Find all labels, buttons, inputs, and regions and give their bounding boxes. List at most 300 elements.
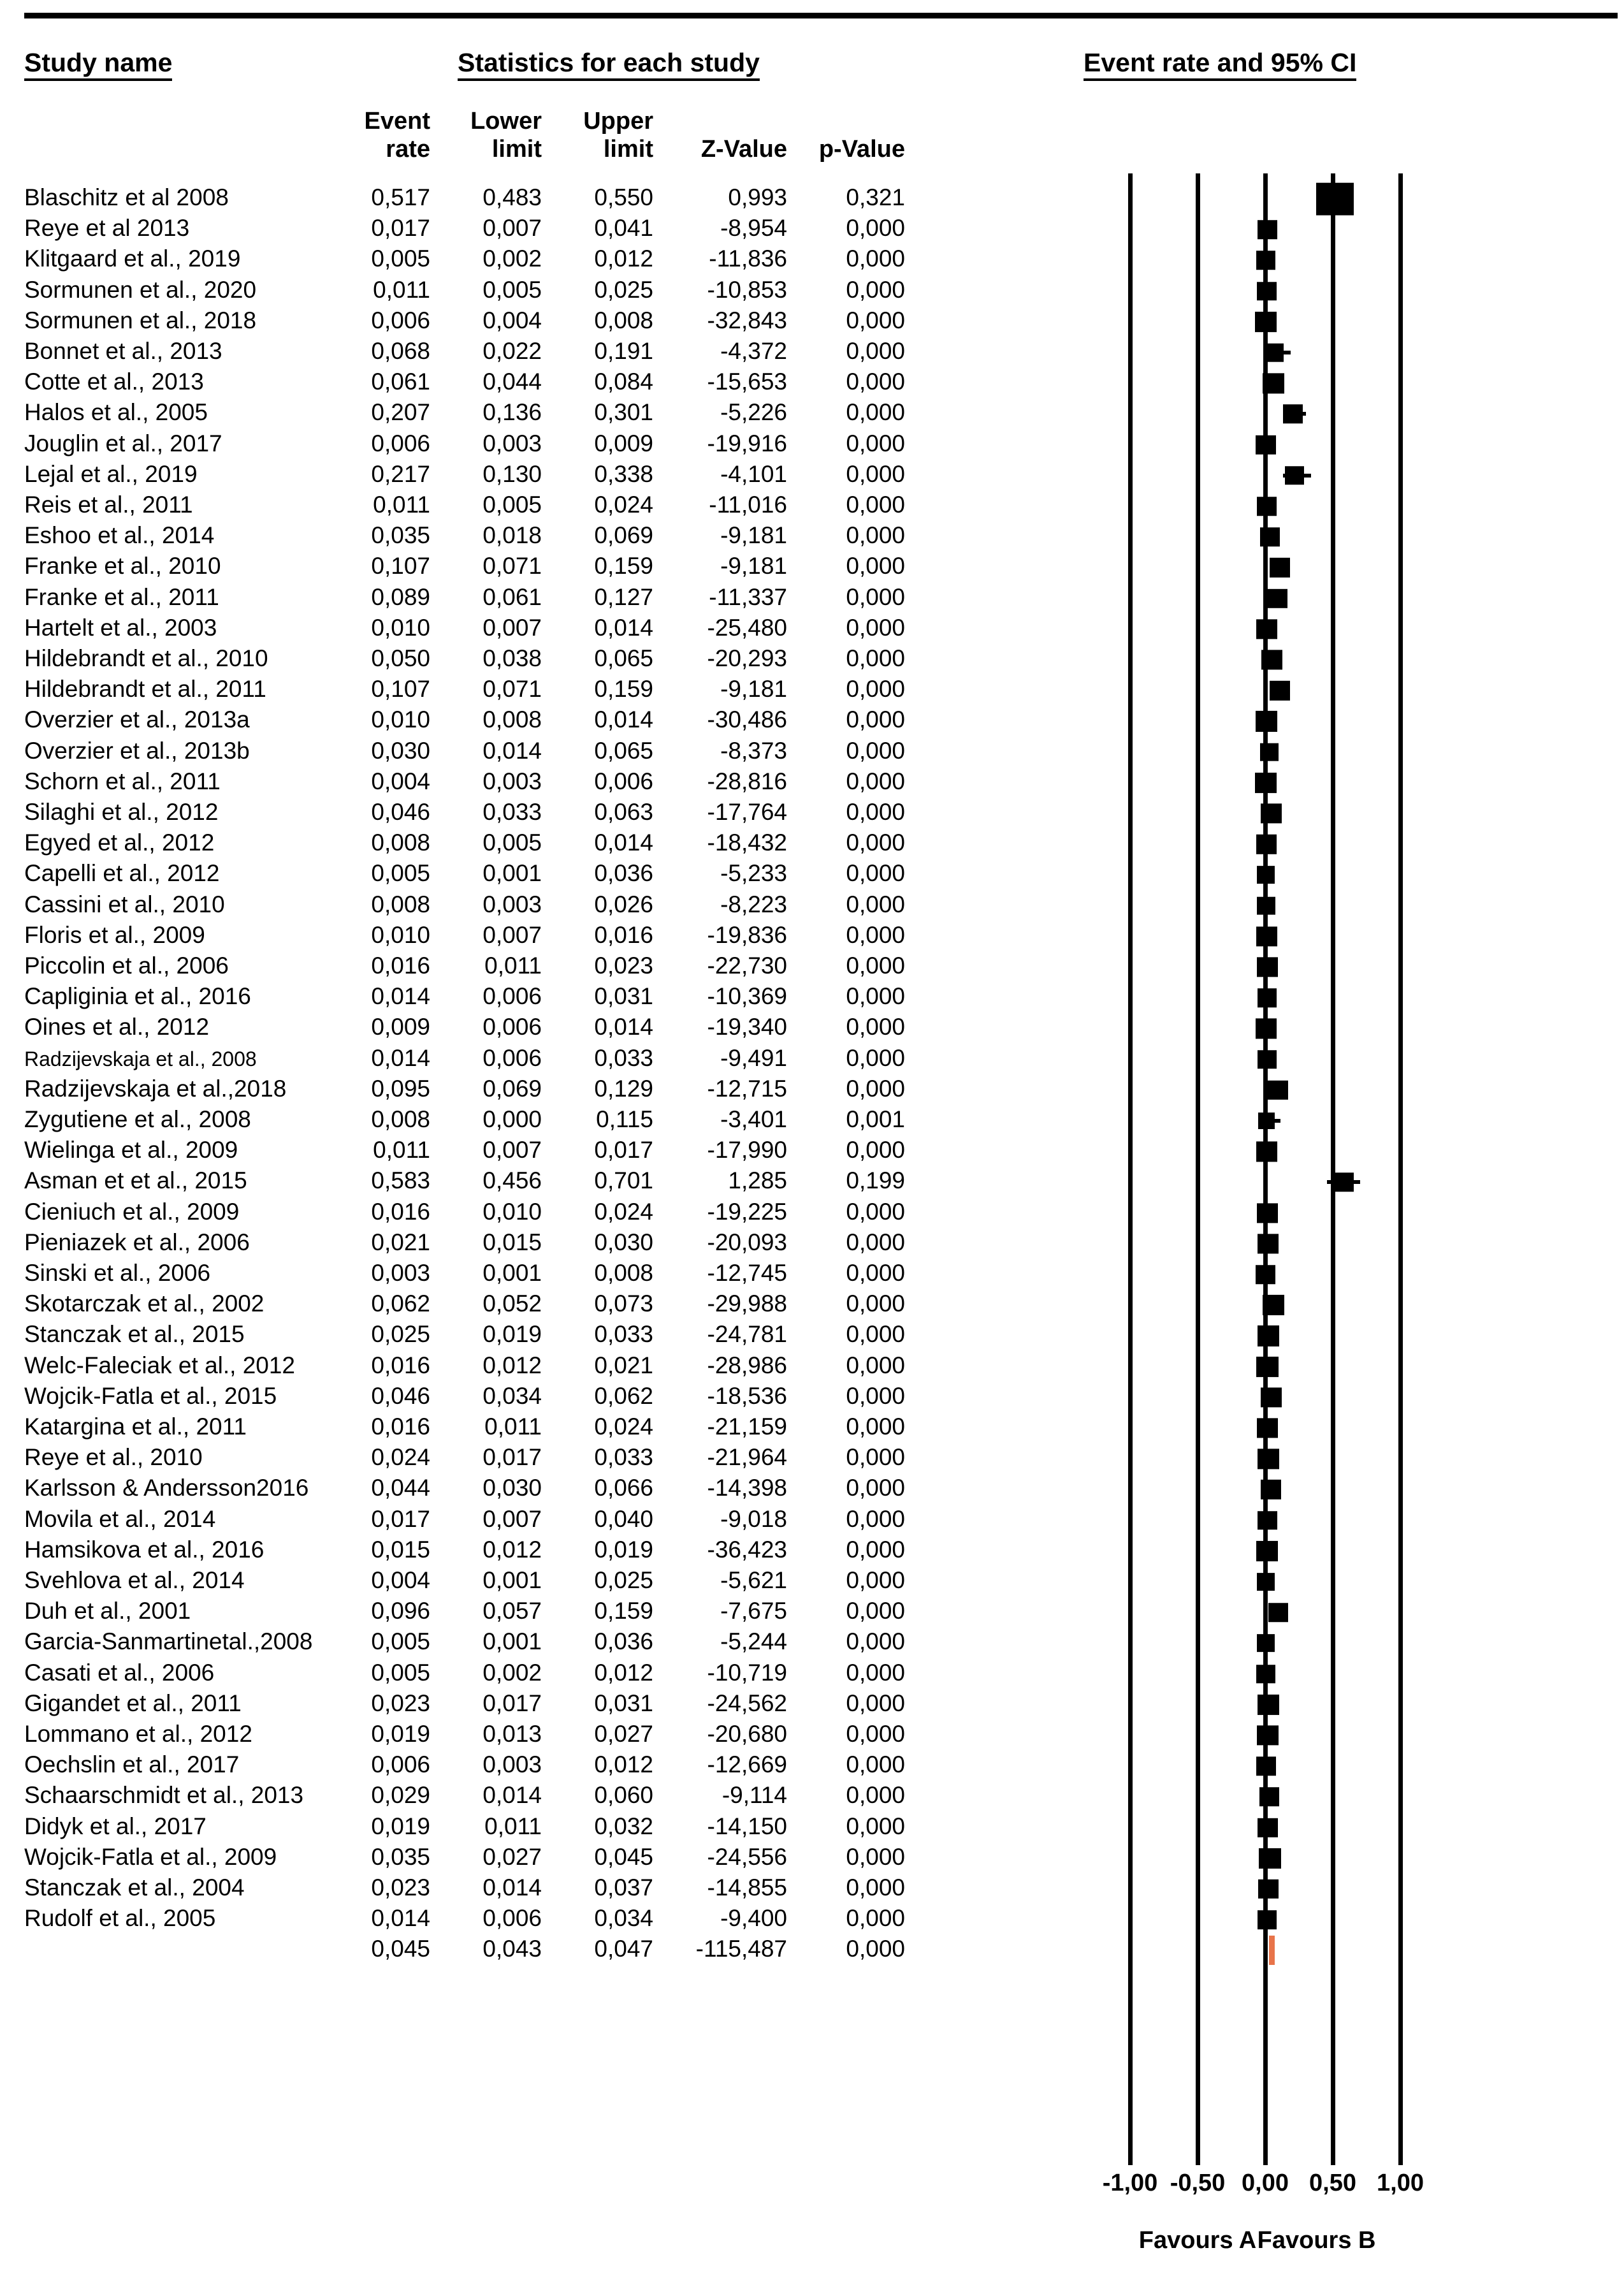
cell-p-value: 0,000 <box>846 1843 905 1870</box>
cell-lower-limit: 0,007 <box>482 614 542 641</box>
cell-lower-limit: 0,027 <box>482 1843 542 1870</box>
cell-upper-limit: 0,063 <box>594 799 653 825</box>
point-estimate-box <box>1256 1142 1277 1162</box>
study-marker-row <box>956 1136 1624 1167</box>
cell-lower-limit: 0,014 <box>482 737 542 764</box>
cell-study-name: Movila et al., 2014 <box>24 1505 216 1532</box>
cell-z-value: -11,836 <box>709 245 787 272</box>
point-estimate-box <box>1258 1695 1279 1715</box>
cell-z-value: -22,730 <box>707 953 787 979</box>
cell-event-rate: 0,046 <box>371 1382 430 1409</box>
table-row <box>0 1290 956 1320</box>
point-estimate-box <box>1261 650 1282 669</box>
study-marker-row <box>956 1075 1624 1106</box>
cell-study-name: Halos et al., 2005 <box>24 399 208 426</box>
study-marker-row <box>956 1474 1624 1505</box>
study-marker-row <box>956 276 1624 307</box>
cell-event-rate: 0,030 <box>371 737 430 764</box>
table-row <box>0 891 956 921</box>
cell-study-name: Sormunen et al., 2020 <box>24 276 257 303</box>
cell-p-value: 0,000 <box>846 399 905 426</box>
cell-lower-limit: 0,017 <box>482 1690 542 1716</box>
cell-study-name: Pieniazek et al., 2006 <box>24 1229 250 1255</box>
study-marker-row <box>956 1720 1624 1751</box>
study-marker-row <box>956 245 1624 275</box>
cell-lower-limit: 0,004 <box>482 307 542 333</box>
study-marker-row <box>956 982 1624 1013</box>
cell-event-rate: 0,217 <box>371 460 430 487</box>
cell-study-name: Katargina et al., 2011 <box>24 1413 247 1440</box>
point-estimate-box <box>1270 558 1290 577</box>
cell-p-value: 0,000 <box>846 1413 905 1440</box>
point-estimate-box <box>1256 1357 1278 1377</box>
cell-study-name: Skotarczak et al., 2002 <box>24 1290 265 1317</box>
point-estimate-box <box>1256 835 1277 854</box>
cell-z-value: -14,150 <box>707 1813 787 1839</box>
cell-p-value: 0,321 <box>846 184 905 210</box>
table-row <box>0 1659 956 1690</box>
point-estimate-box <box>1257 1418 1278 1438</box>
cell-lower-limit: 0,007 <box>482 1137 542 1164</box>
cell-p-value: 0,000 <box>846 245 905 272</box>
cell-p-value: 0,000 <box>846 1382 905 1409</box>
cell-event-rate: 0,062 <box>371 1290 430 1317</box>
cell-lower-limit: 0,006 <box>482 983 542 1010</box>
cell-event-rate: 0,005 <box>371 1659 430 1686</box>
cell-z-value: -9,114 <box>721 1782 787 1809</box>
point-estimate-box <box>1256 435 1276 454</box>
cell-p-value: 0,000 <box>846 1782 905 1809</box>
table-row <box>0 1075 956 1106</box>
cell-upper-limit: 0,065 <box>594 737 653 764</box>
cell-study-name: Oines et al., 2012 <box>24 1014 210 1040</box>
cell-z-value: -36,423 <box>707 1536 787 1563</box>
cell-lower-limit: 0,069 <box>482 1075 542 1102</box>
cell-upper-limit: 0,040 <box>594 1505 653 1532</box>
point-estimate-box <box>1256 1019 1277 1039</box>
cell-event-rate: 0,517 <box>371 184 430 210</box>
cell-p-value: 0,000 <box>846 1260 905 1286</box>
study-marker-row <box>956 768 1624 798</box>
cell-z-value: -9,018 <box>720 1505 787 1532</box>
study-marker-row <box>956 522 1624 552</box>
table-row <box>0 614 956 645</box>
table-row <box>0 1690 956 1720</box>
cell-event-rate: 0,008 <box>371 1106 430 1132</box>
cell-upper-limit: 0,027 <box>594 1721 653 1747</box>
axis-tick <box>1263 2146 1268 2165</box>
cell-event-rate: 0,005 <box>371 245 430 272</box>
study-marker-row <box>956 398 1624 429</box>
cell-study-name: Wielinga et al., 2009 <box>24 1137 238 1164</box>
point-estimate-box <box>1263 374 1284 393</box>
cell-lower-limit: 0,044 <box>482 369 542 395</box>
cell-p-value: 0,000 <box>846 676 905 703</box>
cell-study-name: Oechslin et al., 2017 <box>24 1751 240 1778</box>
cell-event-rate: 0,014 <box>371 983 430 1010</box>
cell-upper-limit: 0,045 <box>594 1843 653 1870</box>
cell-z-value: -20,680 <box>707 1721 787 1747</box>
table-row <box>0 1597 956 1628</box>
table-row <box>0 276 956 307</box>
cell-p-value: 0,000 <box>846 522 905 549</box>
cell-p-value: 0,000 <box>846 953 905 979</box>
table-row <box>0 1259 956 1290</box>
cell-p-value: 0,000 <box>846 1598 905 1624</box>
cell-study-name: Casati et al., 2006 <box>24 1659 215 1686</box>
point-estimate-box <box>1263 1295 1284 1315</box>
cell-upper-limit: 0,073 <box>594 1290 653 1317</box>
cell-z-value: -9,491 <box>720 1044 787 1071</box>
study-marker-row <box>956 552 1624 583</box>
cell-upper-limit: 0,047 <box>594 1936 653 1962</box>
cell-study-name: Hildebrandt et al., 2010 <box>24 645 268 671</box>
table-row <box>0 1751 956 1781</box>
cell-p-value: 0,000 <box>846 1137 905 1164</box>
cell-study-name: Franke et al., 2010 <box>24 553 221 580</box>
study-marker-row <box>956 583 1624 614</box>
cell-study-name: Overzier et al., 2013b <box>24 737 250 764</box>
table-row <box>0 522 956 552</box>
point-estimate-box <box>1268 1081 1288 1100</box>
study-marker-row <box>956 1597 1624 1628</box>
table-row <box>0 1198 956 1229</box>
cell-upper-limit: 0,301 <box>594 399 653 426</box>
cell-lower-limit: 0,003 <box>482 768 542 794</box>
cell-study-name: Capliginia et al., 2016 <box>24 983 251 1010</box>
cell-upper-limit: 0,012 <box>594 245 653 272</box>
cell-lower-limit: 0,007 <box>482 215 542 242</box>
cell-upper-limit: 0,550 <box>594 184 653 210</box>
cell-event-rate: 0,006 <box>371 307 430 333</box>
cell-p-value: 0,000 <box>846 614 905 641</box>
table-row <box>0 398 956 429</box>
study-marker-row <box>956 368 1624 398</box>
point-estimate-box <box>1258 989 1277 1008</box>
summary-marker-row <box>956 1935 1624 1966</box>
column-header-upper-limit-line2: limit <box>603 136 653 163</box>
cell-p-value: 0,000 <box>846 1628 905 1655</box>
cell-study-name: Asman et et al., 2015 <box>24 1167 247 1194</box>
cell-p-value: 0,000 <box>846 706 905 733</box>
cell-event-rate: 0,107 <box>371 676 430 703</box>
point-estimate-box <box>1258 1511 1277 1530</box>
point-estimate-box <box>1261 803 1282 823</box>
point-estimate-box <box>1258 1880 1279 1899</box>
point-estimate-box <box>1270 681 1290 700</box>
cell-event-rate: 0,025 <box>371 1321 430 1348</box>
cell-study-name: Egyed et al., 2012 <box>24 829 215 856</box>
table-row <box>0 1720 956 1751</box>
cell-lower-limit: 0,008 <box>482 706 542 733</box>
cell-z-value: -5,244 <box>720 1628 787 1655</box>
study-marker-row <box>956 1290 1624 1320</box>
cell-event-rate: 0,023 <box>371 1874 430 1901</box>
cell-upper-limit: 0,031 <box>594 1690 653 1716</box>
cell-p-value: 0,000 <box>846 737 905 764</box>
cell-upper-limit: 0,159 <box>594 676 653 703</box>
cell-study-name: Eshoo et al., 2014 <box>24 522 215 549</box>
point-estimate-box <box>1268 1603 1288 1623</box>
cell-upper-limit: 0,014 <box>594 829 653 856</box>
cell-study-name: Franke et al., 2011 <box>24 583 219 610</box>
cell-upper-limit: 0,033 <box>594 1321 653 1348</box>
cell-z-value: -12,745 <box>707 1260 787 1286</box>
cell-lower-limit: 0,011 <box>484 1813 542 1839</box>
cell-event-rate: 0,008 <box>371 829 430 856</box>
table-row <box>0 952 956 982</box>
cell-lower-limit: 0,005 <box>482 829 542 856</box>
table-row <box>0 1413 956 1443</box>
cell-upper-limit: 0,014 <box>594 1014 653 1040</box>
cell-study-name: Schorn et al., 2011 <box>24 768 221 794</box>
cell-upper-limit: 0,036 <box>594 1628 653 1655</box>
cell-event-rate: 0,024 <box>371 1444 430 1471</box>
table-row <box>0 982 956 1013</box>
cell-lower-limit: 0,000 <box>482 1106 542 1132</box>
cell-p-value: 0,000 <box>846 1690 905 1716</box>
cell-z-value: -20,293 <box>707 645 787 671</box>
study-marker-row <box>956 307 1624 337</box>
table-row <box>0 184 956 214</box>
cell-event-rate: 0,023 <box>371 1690 430 1716</box>
cell-p-value: 0,000 <box>846 1444 905 1471</box>
point-estimate-box <box>1258 1911 1277 1930</box>
cell-study-name: Bonnet et al., 2013 <box>24 338 222 364</box>
cell-lower-limit: 0,006 <box>482 1044 542 1071</box>
study-marker-row <box>956 1413 1624 1443</box>
cell-event-rate: 0,008 <box>371 891 430 917</box>
cell-p-value: 0,000 <box>846 1229 905 1255</box>
point-estimate-box <box>1257 497 1277 516</box>
cell-upper-limit: 0,024 <box>594 1198 653 1225</box>
column-header-z-value: Z-Value <box>700 136 787 163</box>
point-estimate-box <box>1256 1265 1275 1284</box>
point-estimate-box <box>1261 1480 1281 1499</box>
study-marker-row <box>956 1352 1624 1382</box>
cell-p-value: 0,000 <box>846 1813 905 1839</box>
cell-study-name: Radzijevskaja et al., 2008 <box>24 1047 257 1070</box>
study-marker-row <box>956 1781 1624 1812</box>
table-row <box>0 1874 956 1904</box>
cell-study-name: Capelli et al., 2012 <box>24 860 220 887</box>
table-row <box>0 859 956 890</box>
study-marker-row <box>956 614 1624 645</box>
cell-upper-limit: 0,014 <box>594 706 653 733</box>
cell-p-value: 0,000 <box>846 492 905 518</box>
cell-event-rate: 0,019 <box>371 1813 430 1839</box>
cell-study-name: Zygutiene et al., 2008 <box>24 1106 251 1132</box>
cell-lower-limit: 0,034 <box>482 1382 542 1409</box>
study-marker-row <box>956 1566 1624 1597</box>
study-marker-row <box>956 1659 1624 1690</box>
cell-p-value: 0,000 <box>846 430 905 456</box>
cell-study-name: Silaghi et al., 2012 <box>24 799 219 825</box>
cell-lower-limit: 0,130 <box>482 460 542 487</box>
cell-z-value: -19,225 <box>707 1198 787 1225</box>
table-row <box>0 214 956 245</box>
point-estimate-box <box>1265 344 1284 362</box>
cell-study-name: Schaarschmidt et al., 2013 <box>24 1782 304 1809</box>
point-estimate-box <box>1256 1665 1276 1684</box>
cell-z-value: -21,964 <box>707 1444 787 1471</box>
cell-upper-limit: 0,030 <box>594 1229 653 1255</box>
cell-z-value: -11,337 <box>709 583 787 610</box>
cell-z-value: -24,556 <box>707 1843 787 1870</box>
point-estimate-box <box>1257 1635 1275 1653</box>
cell-study-name: Wojcik-Fatla et al., 2009 <box>24 1843 277 1870</box>
cell-event-rate: 0,011 <box>373 492 430 518</box>
cell-lower-limit: 0,006 <box>482 1905 542 1932</box>
cell-lower-limit: 0,022 <box>482 338 542 364</box>
cell-p-value: 0,000 <box>846 1874 905 1901</box>
cell-event-rate: 0,095 <box>371 1075 430 1102</box>
group-header-event-rate-ci: Event rate and 95% CI <box>1084 50 1356 81</box>
cell-lower-limit: 0,033 <box>482 799 542 825</box>
axis-tick <box>1196 2146 1200 2165</box>
cell-lower-limit: 0,007 <box>482 921 542 948</box>
cell-study-name: Karlsson & Andersson2016 <box>24 1475 309 1501</box>
cell-upper-limit: 0,159 <box>594 1598 653 1624</box>
table-row <box>0 307 956 337</box>
cell-z-value: -19,916 <box>707 430 787 456</box>
cell-study-name: Cieniuch et al., 2009 <box>24 1198 240 1225</box>
cell-study-name: Sormunen et al., 2018 <box>24 307 257 333</box>
cell-p-value: 0,199 <box>846 1167 905 1194</box>
cell-p-value: 0,000 <box>846 338 905 364</box>
table-row <box>0 768 956 798</box>
cell-study-name: Gigandet et al., 2011 <box>24 1690 242 1716</box>
study-marker-row <box>956 1229 1624 1259</box>
cell-event-rate: 0,045 <box>371 1936 430 1962</box>
point-estimate-box <box>1259 1788 1279 1807</box>
study-marker-row <box>956 1167 1624 1197</box>
cell-lower-limit: 0,014 <box>482 1782 542 1809</box>
axis-tick <box>1398 2146 1403 2165</box>
cell-z-value: -5,233 <box>720 860 787 887</box>
cell-event-rate: 0,050 <box>371 645 430 671</box>
cell-upper-limit: 0,017 <box>594 1137 653 1164</box>
column-header-p-value: p-Value <box>818 136 905 163</box>
cell-z-value: -3,401 <box>720 1106 787 1132</box>
cell-p-value: 0,000 <box>846 1536 905 1563</box>
cell-upper-limit: 0,041 <box>594 215 653 242</box>
point-estimate-box <box>1260 528 1280 547</box>
study-marker-row <box>956 952 1624 982</box>
study-marker-row <box>956 829 1624 859</box>
cell-study-name: Svehlova et al., 2014 <box>24 1567 245 1593</box>
study-marker-row <box>956 184 1624 214</box>
cell-lower-limit: 0,003 <box>482 891 542 917</box>
cell-lower-limit: 0,013 <box>482 1721 542 1747</box>
cell-lower-limit: 0,003 <box>482 1751 542 1778</box>
study-marker-row <box>956 1690 1624 1720</box>
point-estimate-box <box>1258 1449 1279 1469</box>
cell-study-name: Stanczak et al., 2015 <box>24 1321 245 1348</box>
table-row <box>0 921 956 952</box>
study-marker-row <box>956 1904 1624 1935</box>
cell-upper-limit: 0,129 <box>594 1075 653 1102</box>
cell-z-value: -9,181 <box>720 553 787 580</box>
cell-p-value: 0,000 <box>846 1567 905 1593</box>
cell-upper-limit: 0,062 <box>594 1382 653 1409</box>
cell-study-name: Lejal et al., 2019 <box>24 460 198 487</box>
cell-lower-limit: 0,005 <box>482 492 542 518</box>
cell-lower-limit: 0,005 <box>482 276 542 303</box>
point-estimate-box <box>1258 1818 1278 1837</box>
table-row <box>0 1044 956 1075</box>
cell-study-name: Hamsikova et al., 2016 <box>24 1536 265 1563</box>
cell-event-rate: 0,004 <box>371 768 430 794</box>
axis-tick-label: 1,00 <box>1377 2170 1424 2196</box>
cell-event-rate: 0,009 <box>371 1014 430 1040</box>
table-row <box>0 1136 956 1167</box>
cell-z-value: -19,340 <box>707 1014 787 1040</box>
cell-event-rate: 0,016 <box>371 1198 430 1225</box>
cell-p-value: 0,000 <box>846 460 905 487</box>
cell-event-rate: 0,021 <box>371 1229 430 1255</box>
cell-p-value: 0,000 <box>846 829 905 856</box>
column-header-lower-limit-line2: limit <box>491 136 542 163</box>
table-row <box>0 1229 956 1259</box>
cell-p-value: 0,000 <box>846 1505 905 1532</box>
point-estimate-box <box>1259 1848 1280 1869</box>
point-estimate-box <box>1257 866 1275 884</box>
cell-z-value: -9,181 <box>720 522 787 549</box>
cell-z-value: -115,487 <box>695 1936 787 1962</box>
cell-study-name: Cotte et al., 2013 <box>24 369 204 395</box>
cell-z-value: -32,843 <box>707 307 787 333</box>
cell-lower-limit: 0,018 <box>482 522 542 549</box>
study-marker-row <box>956 798 1624 829</box>
cell-lower-limit: 0,001 <box>482 1260 542 1286</box>
cell-upper-limit: 0,019 <box>594 1536 653 1563</box>
study-marker-row <box>956 1044 1624 1075</box>
table-row <box>0 1843 956 1874</box>
point-estimate-box <box>1258 1050 1277 1069</box>
study-marker-row <box>956 921 1624 952</box>
point-estimate-box <box>1257 1203 1278 1223</box>
cell-z-value: -10,853 <box>707 276 787 303</box>
cell-p-value: 0,000 <box>846 1290 905 1317</box>
cell-z-value: -11,016 <box>709 492 787 518</box>
cell-lower-limit: 0,003 <box>482 430 542 456</box>
cell-event-rate: 0,061 <box>371 369 430 395</box>
study-marker-row <box>956 1874 1624 1904</box>
cell-z-value: -18,432 <box>707 829 787 856</box>
table-row <box>0 645 956 675</box>
column-header-upper-limit-line1: Upper <box>583 108 653 135</box>
cell-event-rate: 0,005 <box>371 860 430 887</box>
study-marker-row <box>956 1259 1624 1290</box>
cell-event-rate: 0,010 <box>371 614 430 641</box>
cell-z-value: -8,373 <box>720 737 787 764</box>
cell-lower-limit: 0,011 <box>484 953 542 979</box>
cell-upper-limit: 0,191 <box>594 338 653 364</box>
cell-event-rate: 0,044 <box>371 1475 430 1501</box>
cell-study-name: Reis et al., 2011 <box>24 492 193 518</box>
table-row <box>0 583 956 614</box>
axis-tick <box>1331 2146 1335 2165</box>
cell-event-rate: 0,035 <box>371 522 430 549</box>
study-marker-row <box>956 1443 1624 1474</box>
cell-study-name: Blaschitz et al 2008 <box>24 184 229 210</box>
cell-p-value: 0,000 <box>846 1659 905 1686</box>
column-header-event-rate-line1: Event <box>364 108 430 135</box>
cell-lower-limit: 0,012 <box>482 1352 542 1378</box>
cell-z-value: -9,400 <box>720 1905 787 1932</box>
table-row <box>0 491 956 522</box>
